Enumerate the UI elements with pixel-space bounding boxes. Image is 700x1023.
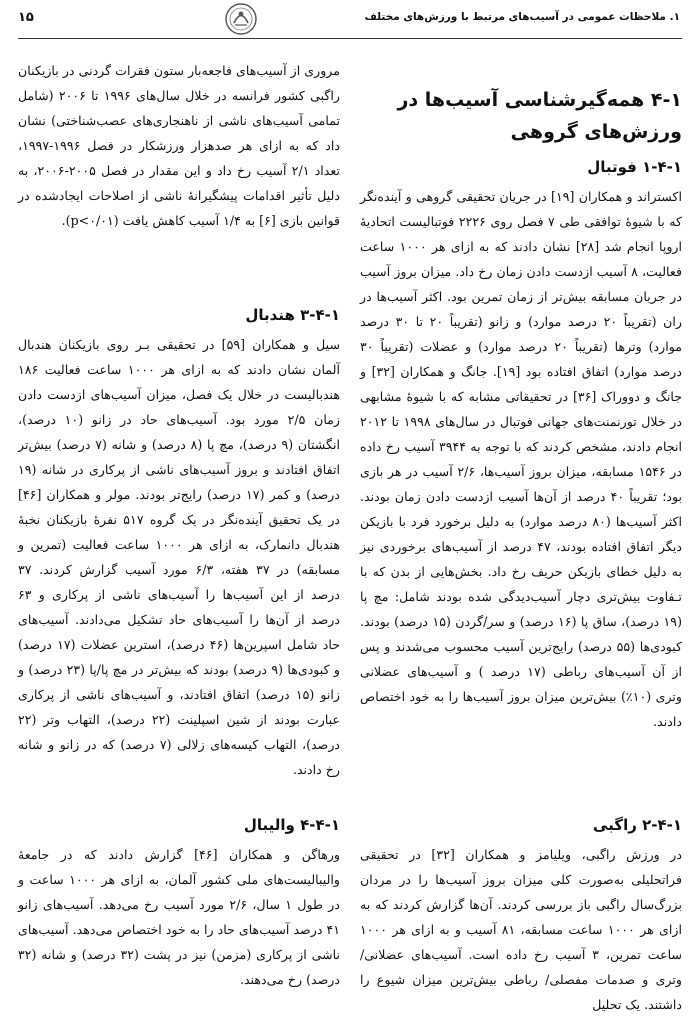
- page-number: ۱۵: [18, 10, 34, 25]
- right-column: [360, 58, 682, 734]
- paragraph-rugby: در ورزش راگبی، ویلیامز و همکاران [۳۲] در تحقیقی فراتحلیلی به‌صورت کلی میزان بروز آسیب‌ها را در مردان بزرگ‌سال راگبی باز بررسی کردند. آن‌ها گزارش کردند که به ازای هر ۱۰۰۰ ساعت مسابقه، ۸۱ آسیب و به ازای هر ۱۰۰۰ ساعت تمرین، ۳ آسیب رخ داده است. آسیب‌های عضلانی/ وتری و صدمات مفصلی/ رباطی بیش‌ترین میزان شیوع را داشتند. یک تحلیل: [360, 847, 682, 1012]
- subsection-title-volleyball: ۴-۴-۱ والیبال: [243, 816, 340, 834]
- section-heading: ۴-۱ همه‌گیرشناسی آسیب‌ها در ورزش‌های گروهی: [397, 89, 682, 143]
- page-header: [0, 0, 700, 40]
- subsection-title-rugby: ۲-۴-۱ راگبی: [593, 816, 682, 834]
- header-divider: [18, 38, 682, 39]
- paragraph-volleyball: ورهاگن و همکاران [۴۶] گزارش دادند که در جامعهٔ والیبالیست‌های ملی کشور آلمان، به ازای هر ۱۰۰۰ ساعت و در طول ۱ سال، ۲/۶ مورد آسیب رخ می‌دهد. آسیب‌های زانو ۴۱ درصد آسیب‌های حاد را به خود اختصاص می‌دهد. آسیب‌های ناشی از پرکاری (مزمن) نیز در پشت (۳۲ درصد) و شانه (۳۲ درصد) رخ می‌دهند.: [18, 847, 341, 987]
- left-column: [18, 58, 340, 233]
- subsection-title-handball: ۳-۴-۱ هندبال: [245, 306, 340, 324]
- left-column-volleyball: [18, 812, 340, 992]
- publisher-logo-icon: [224, 2, 258, 36]
- right-column-rugby: [360, 812, 682, 1017]
- subsection-title-football: ۱-۴-۱ فوتبال: [587, 158, 682, 176]
- left-column-handball: [18, 302, 340, 782]
- paragraph-rugby-continued: مروری از آسیب‌های فاجعه‌بار ستون فقرات گردنی در بازیکنان راگبی کشور فرانسه در خلال سال‌های ۱۹۹۶ تا ۲۰۰۶ (شامل تمامی آسیب‌های ناشی از ناهنجاری‌های عصب‌شناختی) نشان داد که به ازای هر صدهزار ورزشکار در فصل ۱۹۹۶-۱۹۹۷، تعداد ۲/۱ آسیب رخ داد و این مقدار در فصل ۲۰۰۵-۲۰۰۶، به دلیل تأثیر اقدامات پیشگیرانهٔ ناشی از اصلاحات ایجادشده در قوانین بازی [۶] به ۱/۴ آسیب کاهش یافت (p<۰/۰۱).: [18, 63, 341, 228]
- paragraph-handball: سیل و همکاران [۵۹] در تحقیقی بـر روی بازیکنان هندبال آلمان نشان دادند که به ازای هر ۱۰۰۰ ساعت فعالیت ۱۸۶ هندبالیست در خلال یک فصل، میزان آسیب‌های ازدست دادن زمان ۲/۵ مورد بود. آسیب‌های حاد در زانو (۱۰ درصد)، انگشتان (۹ درصد)، مچ پا (۸ درصد) و شانه (۷ درصد) بیش‌تر اتفاق افتادند و بروز آسیب‌های ناشی از پرکاری در شانه (۱۹ درصد) و کمر (۱۷ درصد) رایج‌تر بودند. مولر و همکاران [۴۶] در یک تحقیق آینده‌نگر در یک گروه ۵۱۷ نفرهٔ بازیکنان نخبهٔ هندبال دانمارک، به ازای هر ۱۰۰۰ ساعت فعالیت (تمرین و مسابقه) در ۳۷ هفته، ۶/۳ مورد آسیب گزارش کردند. ۳۷ درصد از این آسیب‌ها را آسیب‌های ناشی از پرکاری و ۶۳ درصد از آن‌ها را آسیب‌های حاد تشکیل می‌دادند. آسیب‌های حاد شامل اسپرین‌ها (۴۶ درصد)، استرین عضلات (۱۷ درصد) و کبودی‌ها (۹ درصد) بودند که بیش‌تر در مچ پا/پا (۲۳ درصد) و زانو (۱۵ درصد) اتفاق افتادند، و آسیب‌های ناشی از پرکاری عبارت بودند از شین اسپلینت (۲۲ درصد)، التهاب وتر (۲۲ درصد)، التهاب کیسه‌های زلالی (۷ درصد) که در زانو و شانه رخ دادند.: [18, 337, 341, 777]
- paragraph-football: اکستراند و همکاران [۱۹] در جریان تحقیقی گروهی و آینده‌نگر که با شیوهٔ توافقی طی ۷ فصل روی ۲۲۲۶ فوتبالیست اتحادیهٔ اروپا انجام شد [۲۸] نشان دادند که به ازای هر ۱۰۰۰ ساعت فعالیت، ۸ آسیب ازدست دادن زمان رخ داد. میزان بروز آسیب در جریان مسابقه بیش‌تر از زمان تمرین بود. اکثر آسیب‌ها در ران (تقریباً ۲۰ درصد موارد) و زانو (تقریباً ۲۰ تا ۳۰ درصد موارد) وترها (تقریباً ۲۰ درصد موارد) و عضلات (تقریباً ۳۰ درصد موارد) اتفاق افتاده بود [۱۹]. جانگ و همکاران [۳۲] و جانگ و دووراک [۳۶] در تحقیقاتی مشابه که با شیوهٔ مشابهی در خلال تورنمنت‌های جهانی فوتبال در سال‌های ۱۹۹۸ تا ۲۰۱۲ انجام دادند، مشخص کردند که با توجه به ۳۹۴۴ آسیب رخ داده در ۱۵۴۶ مسابقه، میزان بروز آسیب‌ها، ۲/۶ آسیب در هر بازی بود؛ تقریباً ۴۰ درصد از آن‌ها آسیب ازدست دادن زمان بودند. اکثر آسیب‌ها (۸۰ درصد موارد) به دلیل برخورد فرد با بازیکن دیگر اتفاق افتاده بودند، ۴۷ درصد از آسیب‌های برخوردی نیز به دلیل خطای بازیکن حریف رخ داد. بخش‌هایی از بدن که با تـفاوت بیش‌تری دچار آسیب‌دیدگی شده بودند شامل: مچ پا (۱۹ درصد)، ساق پا (۱۶ درصد) و سر/گردن (۱۵ درصد) بودند. کبودی‌ها (۵۵ درصد) رایج‌ترین آسیب محسوب می‌شدند و پس از آن آسیب‌های رباطی (۱۷ درصد ) و آسیب‌های عضلانی وتری (۱۰٪) بیش‌ترین میزان بروز آسیب‌ها را به خود اختصاص دادند.: [360, 189, 683, 729]
- running-title: ۱. ملاحظات عمومی در آسیب‌های مرتبط با ورزش‌های مختلف: [364, 11, 680, 23]
